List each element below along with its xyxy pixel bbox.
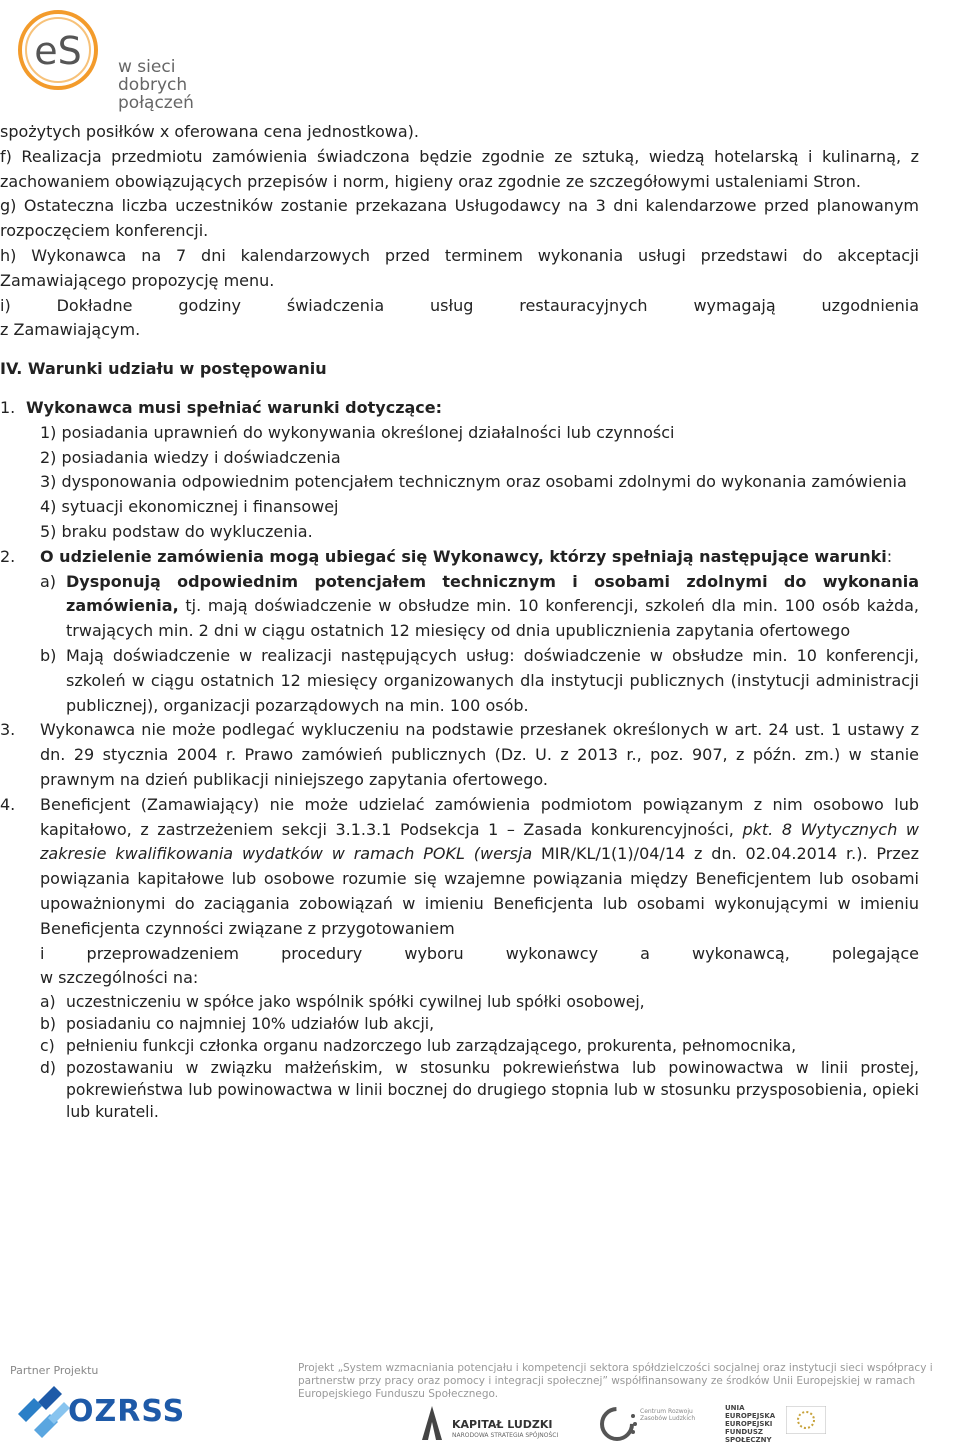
relation-item-text: posiadaniu co najmniej 10% udziałów lub akcji, — [66, 1015, 435, 1034]
es-logo-mark — [14, 8, 114, 100]
condition-4-text5: w szczególności na: — [40, 968, 199, 988]
kapital-ludzki-text: KAPITAŁ LUDZKI — [452, 1418, 553, 1431]
condition-2-title: O udzielenie zamówienia mogą ubiegać się Wykonawcy, którzy spełniają następujące warunki — [40, 546, 887, 566]
logo-tagline — [118, 58, 254, 112]
relation-item-text: pełnieniu funkcji członka organu nadzorczego lub zarządzającego, prokurenta, pełnomocnika, — [66, 1037, 797, 1056]
footer-partner-label: Partner Projektu — [10, 1364, 99, 1377]
para-i-line1: i) Dokładne godziny świadczenia usług restauracyjnych wymagają uzgodnienia — [0, 295, 919, 315]
condition-3-num: 3. — [0, 720, 16, 740]
logo-line1: w sieci — [118, 57, 176, 77]
condition-2-b-text: Mają doświadczenie w realizacji następujących usług: doświadczenie w obsłudze min. 10 konferencji, szkoleń w ciągu ostatnich 12 miesięcy organizowanych dla instytucji publicznych (instytucji administracji publicznej), organizacji pozarządowych na min. 100 osób. — [66, 645, 919, 715]
condition-3 — [0, 718, 919, 792]
condition-2-colon: : — [886, 546, 893, 566]
ozrss-logo-text: OZRSS — [68, 1394, 186, 1429]
condition-2-a-label: a) — [40, 571, 57, 591]
condition-1-item: 4) sytuacji ekonomicznej i finansowej — [40, 497, 339, 517]
condition-3-text: Wykonawca nie może podlegać wykluczeniu na podstawie przesłanek określonych w art. 24 ust. 1 ustawy z dn. 29 stycznia 2004 r. Prawo zamówień publicznych (Dz. U. z 2013 r., poz. 907, z późn. zm.) w stanie prawnym na dzień publikacji niniejszego zapytania ofertowego. — [40, 720, 919, 789]
logo-line2: dobrych połączeń — [118, 75, 194, 113]
condition-4-text2: pkt. 8 Wytycznych w zakresie kwalifikowania wydatków w ramach POKL (wersja — [40, 819, 919, 864]
relation-item — [40, 1035, 919, 1057]
relation-item — [40, 1013, 919, 1035]
condition-2-a — [0, 570, 919, 644]
condition-1-title: Wykonawca musi spełniać warunki dotyczące: — [26, 397, 443, 417]
relation-item-label: b) — [40, 1015, 56, 1034]
condition-1 — [0, 396, 919, 421]
condition-4-text3: MIR/KL/1(1)/04/14 z dn. 02.04.2014 r.). Przez powiązania kapitałowe lub osobowe rozumie się wzajemne powiązania między Beneficjentem lub osobami upoważnionymi do zaciągania zobowiązań w imieniu Beneficjenta lub osobami wykonującymi w imieniu Beneficjenta czynności związane z przygotowaniem — [40, 844, 920, 938]
relation-item-label: d) — [40, 1059, 56, 1078]
relation-item-text: uczestniczeniu w spółce jako wspólnik spółki cywilnej lub spółki osobowej, — [66, 993, 645, 1012]
condition-1-num: 1. — [0, 397, 16, 417]
condition-4-num: 4. — [0, 794, 16, 814]
condition-1-item: 5) braku podstaw do wykluczenia. — [40, 521, 313, 541]
eu-flag-icon — [786, 1406, 826, 1434]
condition-2-b-label: b) — [40, 645, 57, 665]
para-l1: spożytych posiłków x oferowana cena jednostkowa). — [0, 122, 419, 141]
footer — [0, 1356, 960, 1452]
para-f: f) Realizacja przedmiotu zamówienia świadczona będzie zgodnie ze sztuką, wiedzą hotelarską i kulinarną, z zachowaniem obowiązujących przepisów i norm, higieny oraz zgodnie ze szczegółowymi ustaleniami Stron. — [0, 146, 919, 191]
section-heading: IV. Warunki udziału w postępowaniu — [0, 359, 327, 379]
condition-1-item-text: 3) dysponowania odpowiednim potencjałem technicznym oraz osobami zdolnymi do wykonania zamówienia — [40, 472, 907, 492]
crzl-logo-icon — [597, 1404, 637, 1444]
logo-initials: eS — [34, 29, 82, 73]
es-logo — [14, 8, 254, 113]
condition-2-b — [0, 644, 919, 718]
condition-2-num: 2. — [0, 546, 16, 566]
relation-item — [40, 1057, 919, 1123]
condition-1-item — [0, 470, 919, 495]
footer-project-text: Projekt „System wzmacniania potencjału i kompetencji sektora spółdzielczości socjalnej oraz instytucji sieci współpracy i partnerstw przy pracy oraz pomocy i integracji społecznej” współfinansowany ze środków Unii Europejskiej w ramach Europejskiego Funduszu Społecznego. — [298, 1362, 933, 1400]
relation-item-text: pozostawaniu w związku małżeńskim, w stosunku pokrewieństwa lub powinowactwa w linii prostej, pokrewieństwa lub powinowactwa w linii bocznej do drugiego stopnia lub w stosunku przysposobienia, opieki lub kurateli. — [66, 1059, 919, 1122]
condition-2-a-rest: tj. mają doświadczenie w obsłudze min. 10 konferencji, szkoleń dla min. 100 osób każda, trwających min. 2 dni w ciągu ostatnich 12 miesięcy od dnia upublicznienia zapytania ofertowego — [66, 596, 919, 641]
condition-1-item: 1) posiadania uprawnień do wykonywania określonej działalności lub czynności — [40, 422, 675, 442]
condition-4-text4: i przeprowadzeniem procedury wyboru wykonawcy a wykonawcą, polegające — [40, 943, 919, 963]
condition-4 — [0, 793, 919, 1123]
condition-4-text1: Beneficjent (Zamawiający) nie może udzielać zamówienia podmiotom powiązanym z nim osobowo lub kapitałowo, z zastrzeżeniem sekcji 3.1.3.1 Podsekcja 1 – Zasada konkurencyjności, — [40, 794, 919, 839]
condition-2-a-bold: Dysponują odpowiednim potencjałem technicznym i osobami zdolnymi do wykonania zamówienia, — [66, 571, 919, 616]
relation-item — [40, 991, 919, 1013]
eu-text: UNIA EUROPEJSKA EUROPEJSKI FUNDUSZ SPOŁECZNY — [725, 1404, 776, 1444]
condition-1-item: 2) posiadania wiedzy i doświadczenia — [40, 447, 341, 467]
document-body — [0, 120, 919, 1123]
relation-item-label: a) — [40, 993, 56, 1012]
kapital-ludzki-subtext: NARODOWA STRATEGIA SPÓJNOŚCI — [452, 1432, 559, 1439]
crzl-logo-text: Centrum Rozwoju Zasobów Ludzkich — [640, 1408, 696, 1422]
condition-2 — [0, 545, 919, 570]
relation-item-label: c) — [40, 1037, 55, 1056]
para-g: g) Ostateczna liczba uczestników zostanie przekazana Usługodawcy na 3 dni kalendarzowe przed planowanym rozpoczęciem konferencji. — [0, 196, 919, 241]
para-h: h) Wykonawca na 7 dni kalendarzowych przed terminem wykonania usługi przedstawi do akceptacji Zamawiającego propozycję menu. — [0, 245, 919, 290]
para-i-line2: z Zamawiającym. — [0, 320, 141, 340]
